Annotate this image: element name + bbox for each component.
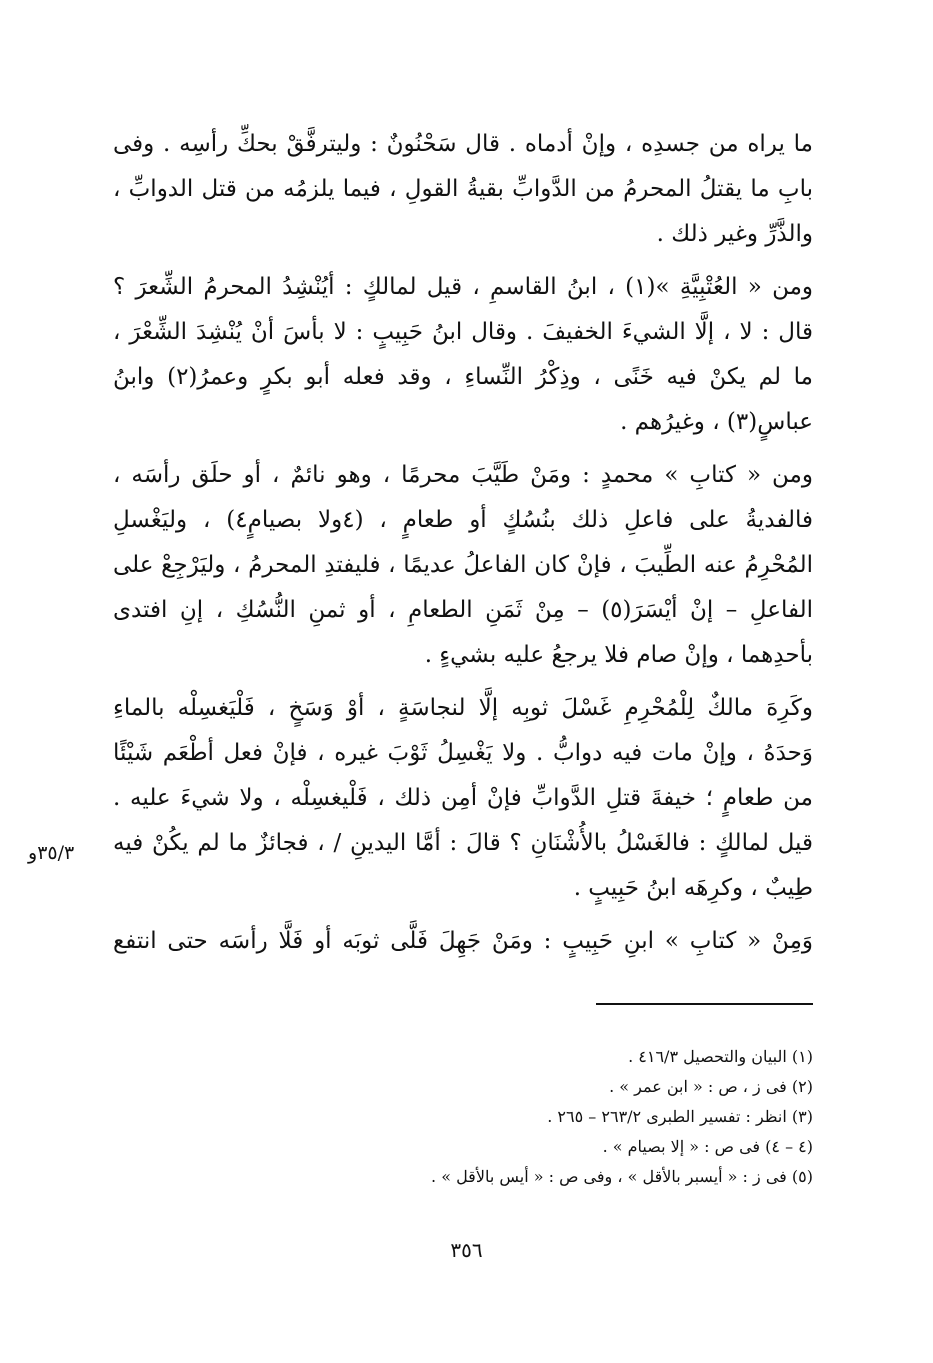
text-line: وَحدَهُ ، وإنْ مات فيه دوابُّ . ولا يَغْسِلُ ثَوْبَ غيره ، فإنْ فعل أطْعَم شَيْئًا bbox=[113, 740, 813, 766]
text-line: من طعامٍ ؛ خيفةَ قتلِ الدَّوابِّ فإنْ أمِن ذلك ، فَلْيغسِلْه ، ولا شيءَ عليه . bbox=[113, 785, 813, 811]
text-line: ومن « العُتْبِيَّةِ »(١) ، ابنُ القاسمِ ، قيل لمالكٍ : أيُنْشِدُ المحرمُ الشِّعرَ ؟ bbox=[113, 274, 813, 300]
text-line: وَمِنْ « كتابِ » ابنِ حَبِيبٍ : ومَنْ جَهِلَ فَلَّى ثوبَه أو فَلَّا رأسَه حتى انتفع bbox=[113, 928, 813, 954]
manuscript-folio-note: ٣٥/٣و bbox=[28, 842, 75, 864]
text-line: عباسٍ(٣) ، وغيرُهم . bbox=[620, 409, 813, 435]
footnote: (١) البيان والتحصيل ٤١٦/٣ . bbox=[628, 1047, 813, 1066]
footnote: (٤ – ٤) فى ص : « إلا بصيام » . bbox=[602, 1137, 813, 1156]
text-line: قال : لا ، إلَّا الشيءَ الخفيفَ . وقال ابنُ حَبِيبٍ : لا بأسَ أنْ يُنْشِدَ الشِّعْرَ ، bbox=[113, 319, 813, 345]
footnote: (٢) فى ز ، ص : « ابن عمر » . bbox=[609, 1077, 813, 1096]
paragraph-gap bbox=[113, 257, 813, 265]
paragraph-gap bbox=[113, 678, 813, 686]
text-line: ومن « كتابِ » محمدٍ : ومَنْ طَيَّبَ محرمًا ، وهو نائمٌ ، أو حلَق رأسَه ، bbox=[113, 462, 813, 488]
main-text bbox=[113, 122, 813, 964]
footnote: (٥) فى ز : « أيسبر بالأقل » ، وفى ص : « أيس بالأقل » . bbox=[431, 1167, 813, 1186]
text-line: المُحْرِمُ عنه الطِّيبَ ، فإنْ كان الفاعلُ عديمًا ، فليفتدِ المحرمُ ، وليَرْجِعْ على bbox=[113, 552, 813, 578]
text-line: بابِ ما يقتلُ المحرمُ من الدَّوابِّ بقيةُ القولِ ، فيما يلزمُه من قتل الدوابِّ ، bbox=[113, 176, 813, 202]
text-line: ما يراه من جسدِه ، وإنْ أدماه . قال سَحْنُونٌ : وليترفَّقْ بحكِّ رأسِه . وفى bbox=[113, 131, 813, 157]
text-line: فالفديةُ على فاعلِ ذلك بنُسُكٍ أو طعامٍ ، (٤ولا بصيامٍ٤) ، وليَغْسلِ bbox=[113, 507, 813, 533]
paragraph-gap bbox=[113, 911, 813, 919]
text-line: وكَرِهَ مالكٌ لِلْمُحْرِمِ غَسْلَ ثوبِه إلَّا لنجاسَةٍ ، أوْ وَسَخٍ ، فَلْيَغسِلْه بالماءِ bbox=[113, 695, 813, 721]
footnote-divider bbox=[596, 1003, 813, 1005]
paragraph-gap bbox=[113, 445, 813, 453]
text-line: قيل لمالكٍ : فالغَسْلُ بالأُشْنَانِ ؟ قالَ : أمَّا اليدينِ / ، فجائزٌ ما لم يكُنْ فيه bbox=[113, 830, 813, 856]
text-line: بأحدِهما ، وإنْ صام فلا يرجعُ عليه بشيءٍ . bbox=[424, 642, 813, 668]
footnotes bbox=[113, 1042, 813, 1192]
footnote: (٣) انظر : تفسير الطبرى ٢٦٣/٢ – ٢٦٥ . bbox=[547, 1107, 813, 1126]
text-line: الفاعلِ – إنْ أيْسَرَ(٥) – مِنْ ثَمَنِ الطعامِ ، أو ثمنِ النُّسُكِ ، إنِ افتدى bbox=[113, 597, 813, 623]
page-number: ٣٥٦ bbox=[450, 1238, 483, 1262]
text-line: طِيبٌ ، وكرِهَه ابنُ حَبِيبٍ . bbox=[573, 875, 813, 901]
text-line: ما لم يكنْ فيه خَنًى ، وذِكْرُ النِّساءِ ، وقد فعله أبو بكرٍ وعمرُ(٢) وابنُ bbox=[113, 364, 813, 390]
text-line: والذَّرِّ وغير ذلك . bbox=[656, 221, 813, 247]
